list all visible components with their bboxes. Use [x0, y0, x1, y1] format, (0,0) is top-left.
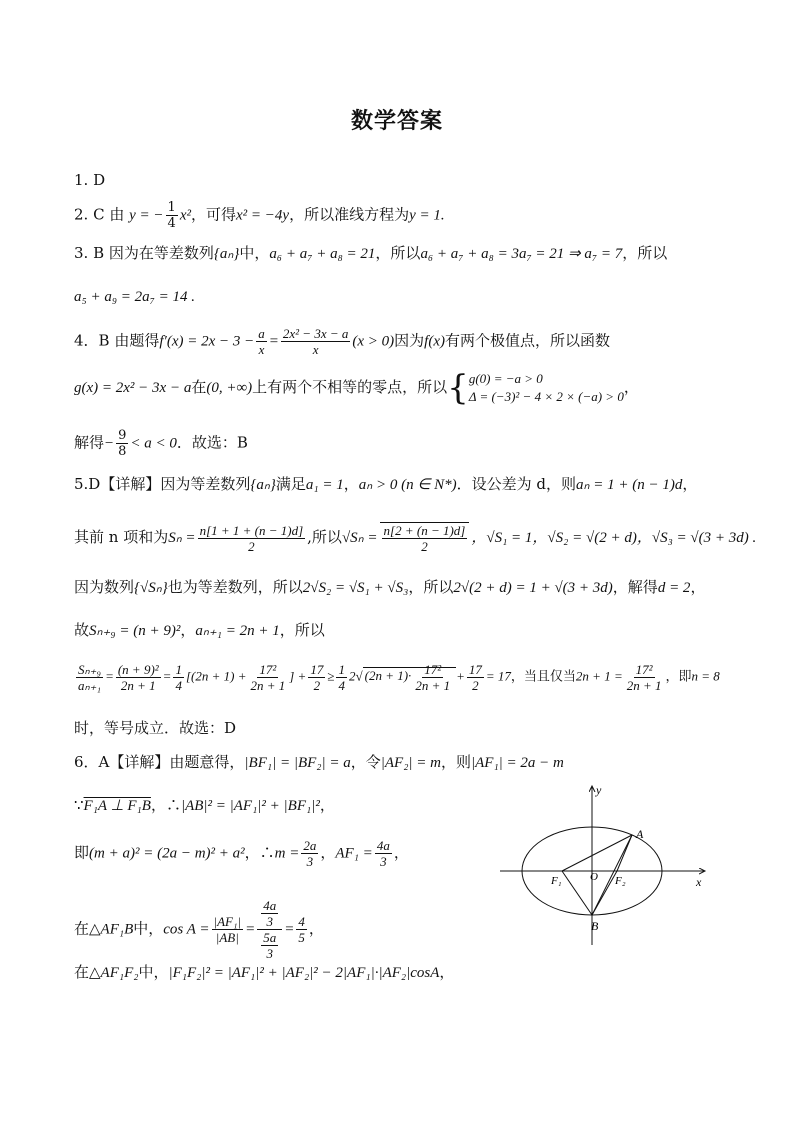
- answer-4-frac2: $\frac{\text{2x² − 3x − a}}{x}$: [282, 326, 349, 357]
- answer-2-frac: $\frac{1}{4}$: [167, 200, 176, 231]
- answer-5-line1: [74, 474, 697, 495]
- answer-5-l4sep: ，: [180, 621, 196, 639]
- answer-6-text2: ，令: [350, 753, 381, 771]
- page-title: 数学答案: [350, 109, 443, 134]
- label-y: y: [596, 783, 602, 797]
- answer-6-eq3: |AF₁| = 2a − m: [471, 755, 564, 771]
- answer-6-label: 6．A【详解】: [74, 753, 170, 771]
- answer-4-deriv: f′(x) = 2x − 3 −: [159, 333, 255, 350]
- answer-5-l4eq1: Sₙ₊₉ = (n + 9)²: [89, 623, 181, 639]
- answer-4-label: 4．B: [74, 331, 110, 350]
- answer-5-l3d: d = 2: [657, 580, 691, 596]
- answer-2-eq: y = −: [129, 207, 164, 224]
- answer-5-bclose: ] +: [289, 668, 307, 684]
- answer-3-zhong: 中，: [239, 244, 270, 262]
- answer-2-end: ，所以准线方程为: [289, 205, 410, 224]
- answer-5-sqrtfrac: $\frac{n[2 + (n - 1)d]}{2}$: [380, 522, 470, 554]
- answer-5-l3t2: 也为等差数列，所以: [167, 578, 303, 596]
- answer-4-domain: (x > 0): [352, 333, 395, 350]
- answer-4-soltail: < a < 0: [130, 435, 177, 452]
- answer-5-sqrtbody: (2n + 1)· $\frac{\text{17²}}{2n + 1}$: [363, 667, 456, 683]
- answer-6-ther2: ，∴: [244, 843, 275, 862]
- answer-5-l3eq2: 2√(2 + d) = 1 + √(3 + 3d): [453, 580, 613, 596]
- answer-5-twosqrt: 2: [348, 668, 356, 684]
- answer-6-mfrac: $\frac{2a}{3}$: [303, 838, 317, 869]
- answer-6-af1lhs: AF₁ =: [335, 845, 373, 862]
- answer-4-text5: 上有两个不相等的零点，所以: [252, 378, 448, 396]
- answer-6-tri2name: AF₁F₂: [100, 965, 139, 981]
- answer-3-seq: {aₙ}: [213, 246, 240, 262]
- answer-6-text1: 由题意得，: [169, 753, 245, 771]
- answer-6-tri1text: 在△: [74, 919, 101, 938]
- segment-b-a: [592, 835, 632, 915]
- answer-4-fx: f(x): [424, 333, 445, 350]
- answer-5-hfrac: $\frac{17}{2}$: [468, 662, 482, 693]
- answer-4-system: g(0) = −a > 0 Δ = (−3)² − 4 × 2 × (−a) > 0: [468, 371, 624, 404]
- answer-5-eq17: = 17: [485, 668, 511, 684]
- answer-5-text4: ．设公差为 d，则: [456, 475, 577, 493]
- answer-6-pythend: ，: [319, 796, 335, 814]
- answer-6-text3: ，则: [441, 753, 472, 771]
- answer-6-eq2: |AF₂| = m: [380, 755, 441, 771]
- answer-6-af1sep: ，: [320, 843, 336, 862]
- answer-5-l3eq1: 2√S₂ = √S₁ + √S₃: [302, 580, 409, 596]
- answer-3-suoyi2: ，所以: [622, 244, 668, 262]
- answer-6-line1: [74, 752, 564, 773]
- answer-6-law: |F₁F₂|² = |AF₁|² + |AF₂|² − 2|AF₁|·|AF₂|cosA: [168, 965, 440, 981]
- answer-4-brace: {: [447, 368, 469, 408]
- answer-4-text4: 在: [191, 378, 207, 396]
- answer-5-sumtext2: ,所以: [307, 528, 342, 546]
- answer-5-snlhs: Sₙ =: [168, 530, 196, 546]
- answer-4-text2: 因为: [394, 331, 425, 350]
- answer-2: [74, 200, 445, 231]
- answer-6-tri2text: 在△: [74, 963, 101, 981]
- answer-6-lawend: ，: [439, 963, 455, 981]
- answer-6-coseq: =: [245, 921, 256, 938]
- label-b: B: [591, 919, 599, 933]
- answer-2-label: 2. C: [74, 205, 105, 224]
- answer-6-eq1: |BF₁| = |BF₂| = a: [244, 755, 351, 771]
- answer-5-line4: [74, 620, 325, 641]
- answer-3-suoyi: ，所以: [375, 244, 421, 262]
- answer-6-tri1text2: 中，: [133, 919, 164, 938]
- answer-5-an: aₙ = 1 + (n − 1)d: [576, 477, 683, 493]
- answer-5-condtail: ，即: [665, 669, 692, 685]
- answer-6-tri1name: AF₁B: [100, 921, 134, 938]
- answer-5-a1: a₁ = 1: [305, 477, 344, 493]
- answer-6-eqm: (m + a)² = (2a − m)² + a²: [89, 845, 245, 862]
- label-f1: F₁: [551, 875, 562, 887]
- answer-4-eq: =: [268, 333, 279, 350]
- answer-6-pyth: |AB|² = |AF₁|² + |BF₁|²: [180, 798, 320, 814]
- answer-2-tail: x²: [179, 207, 191, 224]
- answer-6-line2: [74, 795, 335, 816]
- answer-5-condfrac: $\frac{\text{17²}}{2n + 1}$: [626, 662, 662, 693]
- answer-3-text: 因为在等差数列: [108, 244, 214, 262]
- answer-5-rfrac: $\frac{\text{17²}}{2n + 1}$: [250, 662, 286, 693]
- segment-f1-b: [562, 871, 592, 915]
- answer-6-therefore: ，∴: [150, 796, 181, 814]
- answer-5-bopen: [(2n + 1) +: [185, 668, 247, 684]
- label-x: x: [696, 875, 702, 889]
- answer-6-cosend: ，: [308, 919, 324, 938]
- answer-6-coslhs: cos A =: [163, 921, 210, 938]
- answer-2-mid: ，可得: [190, 205, 236, 224]
- answer-4-soltext: 解得: [74, 433, 105, 452]
- answer-4-line2: [74, 370, 639, 406]
- answer-3-sum: a₆ + a₇ + a₈ = 21: [269, 246, 376, 262]
- answer-4-line1: [74, 326, 610, 357]
- answer-5-condlhs: 2n + 1 =: [575, 668, 623, 684]
- answer-5-line6: 时，等号成立．故选：D: [74, 719, 237, 737]
- answer-5-n8: n = 8: [691, 668, 720, 684]
- answer-5-bigeq2: =: [162, 668, 172, 684]
- answer-4-frac1: $\frac{a}{x}$: [258, 326, 265, 357]
- answer-6-af1frac: $\frac{4a}{3}$: [376, 838, 390, 869]
- answer-5-svals: ，√S₁ = 1，√S₂ = √(2 + d)，√S₃ = √(3 + 3d) .: [471, 530, 757, 546]
- answer-5-sqrtlhs: √Sₙ =: [341, 530, 378, 546]
- ellipse-figure: [495, 780, 715, 950]
- answer-5-line5: $\frac{\text{Sₙ₊₉}}{\text{aₙ₊₁}}$ = $\frac{\text{(n + 9)²}}{2n + 1}$ = $\frac{1}{4}$ [(2n + 1) + $\frac{\text{17²}}{2n + 1}$ ] + $\frac{17}{2}$ ≥ $\frac{1}{4}$ 2√ (2n + 1)· $\frac{\text{17²}}{2n + 1}$ + $\frac{17}{2}$ = 17，当且仅当2n + 1 = $\frac{\text{17²}}{2n + 1}$ ，即n = 8: [78, 662, 720, 693]
- answer-4-text1: 由题得: [114, 331, 160, 350]
- answer-5-text1: 因为等差数列: [160, 475, 251, 493]
- answer-6-line4: [74, 898, 324, 961]
- answer-6-line3: [74, 838, 409, 869]
- answer-5-bigeq: =: [105, 668, 114, 684]
- answer-6-cosfrac: $\frac{\text{|AF₁|}}{|AB|}$: [213, 914, 242, 945]
- answer-4-solfrac: $\frac{9}{8}$: [118, 428, 127, 459]
- segment-f2-a: [617, 835, 632, 871]
- answer-4-line3: [74, 428, 248, 459]
- answer-5-plus2: +: [456, 668, 465, 684]
- answer-5-cond: aₙ > 0 (n ∈ N*): [358, 477, 457, 493]
- answer-4-gdef: g(x) = 2x² − 3x − a: [74, 380, 192, 396]
- label-a: A: [636, 827, 644, 841]
- answer-4-solend: ．故选：B: [176, 433, 248, 452]
- answer-4-solminus: −: [104, 435, 115, 452]
- answer-6-cosres: $\frac{4}{5}$: [298, 914, 305, 945]
- answer-4-comma: ，: [623, 378, 639, 396]
- answer-5-l3t3: ，所以: [408, 578, 454, 596]
- label-o: O: [590, 871, 598, 883]
- segment-f1-a: [562, 835, 632, 871]
- answer-5-bigfrac1: $\frac{\text{Sₙ₊₉}}{\text{aₙ₊₁}}$: [78, 662, 102, 693]
- answer-5-condtext: ，当且仅当: [510, 669, 576, 685]
- answer-6-ji: 即: [74, 843, 90, 862]
- answer-5-l4t2: ，所以: [279, 621, 325, 639]
- answer-5-snfrac: $\frac{n[1 + 1 + (n - 1)d]}{2}$: [199, 522, 304, 554]
- answer-5-text3: ，: [343, 475, 359, 493]
- answer-3-label: 3. B: [74, 244, 105, 262]
- answer-5-label: 5.D【详解】: [74, 475, 161, 493]
- answer-3-line1: [74, 243, 667, 264]
- answer-1: 1. D: [74, 171, 106, 189]
- answer-5-seq: {aₙ}: [250, 477, 276, 493]
- answer-5-l4eq2: aₙ₊₁ = 2n + 1: [195, 623, 280, 639]
- label-f2: F₂: [615, 875, 626, 887]
- answer-5-bigfrac2: $\frac{\text{(n + 9)²}}{2n + 1}$: [117, 662, 159, 693]
- answer-6-mlhs: m =: [274, 845, 300, 862]
- answer-6-af1end: ，: [393, 843, 409, 862]
- answer-6-tri2text2: 中，: [138, 963, 169, 981]
- answer-6-perp: F₁A ⊥ F₁B: [83, 798, 151, 814]
- answer-5-line3: [74, 577, 705, 598]
- answer-4-text3: 有两个极值点，所以函数: [444, 331, 610, 350]
- answer-6-because: ∵: [74, 796, 84, 814]
- answer-2-intro: 由: [109, 205, 125, 224]
- answer-6-coseq2: =: [284, 921, 295, 938]
- answer-5-l3seq: {√Sₙ}: [134, 580, 168, 596]
- answer-2-directrix: y = 1.: [409, 207, 445, 224]
- answer-5-quarter: $\frac{1}{4}$: [175, 662, 182, 693]
- answer-5-text5: ，: [682, 475, 698, 493]
- answer-5-l3end: ，: [690, 578, 706, 596]
- answer-3-line2: a₅ + a₉ = 2a₇ = 14 .: [74, 289, 196, 305]
- answer-6-cosfrac2: $\frac{\frac{4a}{3}}{\frac{5a}{3}}$: [257, 898, 282, 961]
- answer-5-line2: [74, 522, 756, 554]
- answer-4-interval: (0, +∞): [206, 380, 253, 396]
- answer-5-sumtext: 其前 n 项和为: [74, 528, 169, 546]
- answer-5-l3t4: ，解得: [612, 578, 658, 596]
- answer-5-text2: 满足: [275, 475, 306, 493]
- answer-3-deduce: a₆ + a₇ + a₈ = 3a₇ = 21 ⇒ a₇ = 7: [420, 246, 623, 262]
- answer-5-l4t1: 故: [74, 621, 90, 639]
- answer-6-line5: [74, 962, 454, 983]
- answer-5-l3t1: 因为数列: [74, 578, 135, 596]
- answer-5-ge: ≥: [327, 668, 335, 684]
- answer-2-result: x² = −4y: [236, 207, 290, 224]
- answer-5-half: $\frac{17}{2}$: [310, 662, 324, 693]
- answer-5-qfrac: $\frac{1}{4}$: [338, 662, 345, 693]
